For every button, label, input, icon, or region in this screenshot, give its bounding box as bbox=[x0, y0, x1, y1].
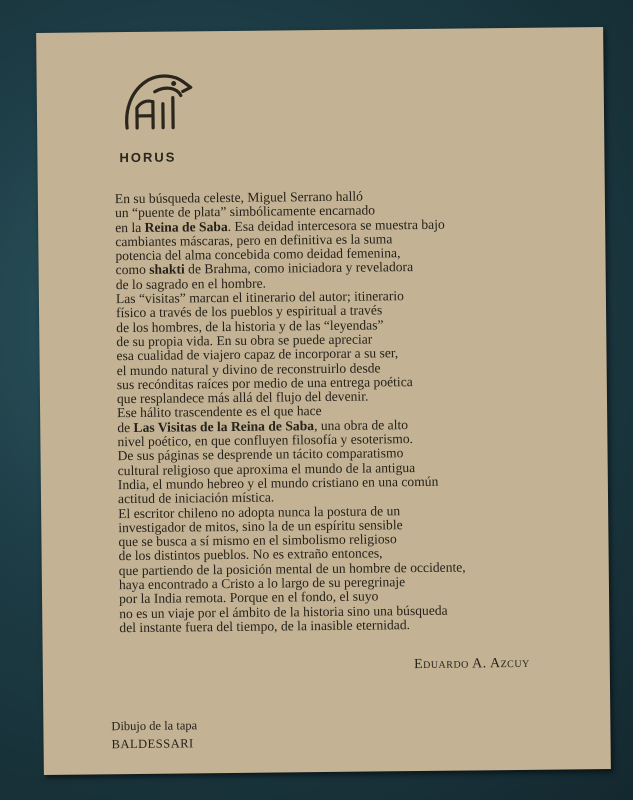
blurb-line: no es un viaje por el ámbito de la historia sino una búsqueda bbox=[119, 602, 448, 621]
blurb-line: del instante fuera del tiempo, de la inasible eternidad. bbox=[119, 617, 411, 636]
blurb-line: que resplandece más allá del flujo del devenir. bbox=[116, 388, 369, 407]
blurb-line: potencia del alma concebida como deidad femenina, bbox=[115, 245, 401, 264]
cover-art-credit-label: Dibujo de la tapa bbox=[111, 718, 198, 734]
blurb-line: cultural religioso que aproxima el mundo de la antigua bbox=[117, 459, 416, 478]
blurb-line: por la India remota. Porque en el fondo, el suyo bbox=[118, 588, 379, 607]
blurb-line: India, el mundo hebreo y el mundo cristiano en una común bbox=[117, 473, 439, 493]
bold-title-text: Reina de Saba bbox=[144, 218, 228, 235]
blurb-line: En su búsqueda celeste, Miguel Serrano halló bbox=[114, 188, 363, 207]
blurb-line: actitud de iniciación mística. bbox=[117, 489, 275, 507]
blurb-line: Las “visitas” marcan el itinerario del autor; itinerario bbox=[115, 288, 404, 307]
blurb-line: De sus páginas se desprende un tácito comparatismo bbox=[117, 445, 404, 464]
blurb-text bbox=[115, 187, 590, 635]
bold-title-text: shakti bbox=[149, 261, 185, 278]
blurb-line: que partiendo de la posición mental de un hombre de occidente, bbox=[118, 559, 466, 578]
publisher-name: HORUS bbox=[119, 149, 177, 166]
blurb-line: que se busca a sí mismo en el simbolismo religioso bbox=[118, 531, 397, 550]
blurb-line: un “puente de plata” simbólicamente encarnado bbox=[114, 202, 376, 221]
blurb-line: investigador de mitos, sino la de un espíritu sensible bbox=[118, 517, 403, 535]
blurb-line: en la Reina de Saba. Esa deidad intercesora se muestra bajo bbox=[115, 216, 445, 235]
blurb-line: de su propia vida. En su obra se puede apreciar bbox=[116, 331, 373, 350]
blurb-line: sus recónditas raíces por medio de una entrega poética bbox=[116, 373, 413, 393]
blurb-line: como shakti de Brahma, como iniciadora y reveladora bbox=[115, 259, 414, 278]
cover-art-credit-name: BALDESSARI bbox=[111, 736, 194, 752]
blurb-line: el mundo natural y divino de reconstruirlo desde bbox=[116, 359, 381, 378]
bold-title-text: Las Visitas de la Reina de Saba bbox=[133, 417, 315, 435]
book-back-cover bbox=[36, 27, 611, 775]
blurb-line: de lo sagrado en el hombre. bbox=[115, 275, 267, 292]
blurb-line: de los distintos pueblos. No es extraño entonces, bbox=[118, 545, 383, 564]
blurb-line: cambiantes máscaras, pero en definitiva es la suma bbox=[115, 231, 393, 250]
blurb-line: nivel poético, en que confluyen filosofía y esoterismo. bbox=[117, 431, 414, 450]
blurb-line: esa cualidad de viajero capaz de incorporar a su ser, bbox=[116, 345, 399, 364]
blurb-line: haya encontrado a Cristo a lo largo de su peregrinaje bbox=[118, 574, 406, 593]
blurb-line: de los hombres, de la historia y de las “leyendas” bbox=[116, 317, 384, 335]
blurb-line: físico a través de los pueblos y espiritual a través bbox=[115, 302, 383, 321]
horus-falcon-logo bbox=[117, 67, 198, 138]
blurb-line: Ese hálito trascendente es el que hace bbox=[117, 403, 322, 421]
author-signature: Eduardo A. Azcuy bbox=[413, 655, 530, 673]
blurb-line: El escritor chileno no adopta nunca la postura de un bbox=[118, 502, 401, 521]
blurb-line: de Las Visitas de la Reina de Saba, una obra de alto bbox=[117, 416, 409, 435]
